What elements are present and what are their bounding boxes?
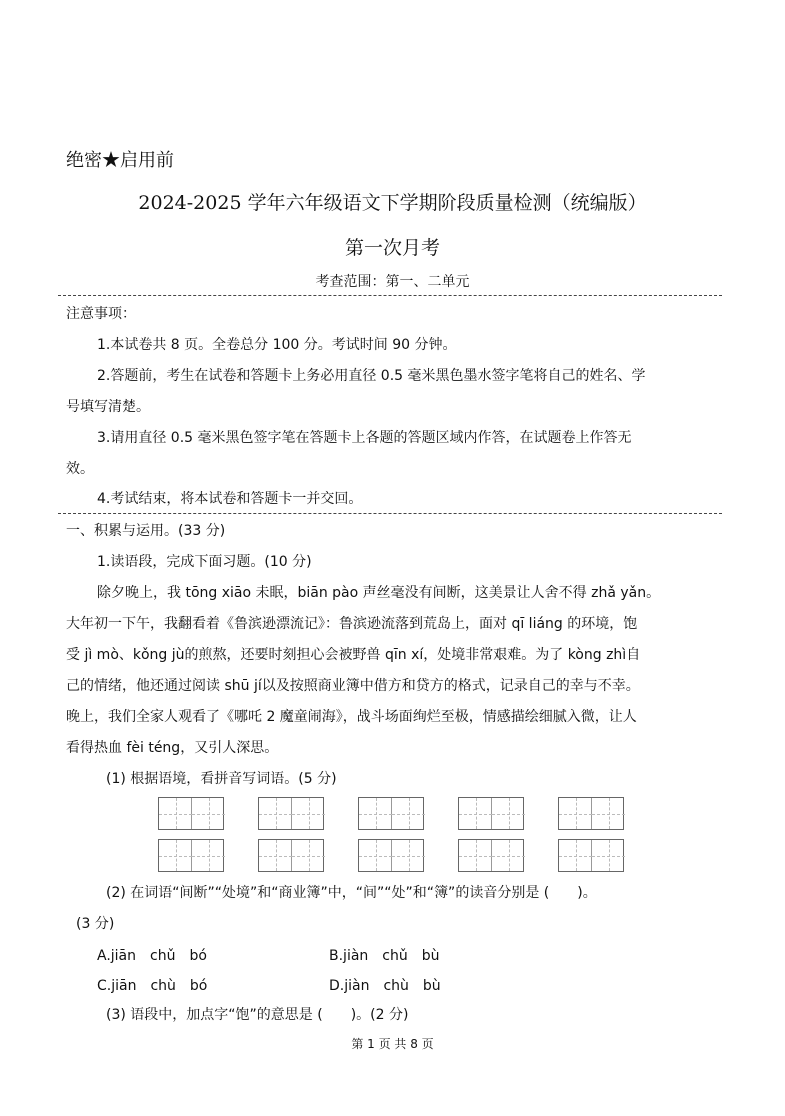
passage-line-1: 除夕晚上，我 tōng xiāo 未眠，biān pào 声丝毫没有间断，这美景让人舍不得 zhǎ yǎn。 (97, 585, 661, 601)
answer-box[interactable] (358, 839, 424, 872)
passage-line-5: 晚上，我们全家人观看了《哪吒 2 魔童闹海》，战斗场面绚烂至极，情感描绘细腻入微，让人 (66, 709, 637, 725)
answer-box[interactable] (258, 839, 324, 872)
notice-item-1: 1.本试卷共 8 页。全卷总分 100 分。考试时间 90 分钟。 (97, 337, 457, 353)
notice-item-3b: 效。 (66, 461, 94, 477)
sub-question-3: (3) 语段中，加点字“饱”的意思是 ( )。(2 分) (106, 1007, 409, 1023)
question-1: 1.读语段，完成下面习题。(10 分) (97, 554, 312, 570)
divider-top (58, 295, 722, 296)
sub-question-2b: (3 分) (76, 916, 115, 932)
passage-line-4: 己的情绪，他还通过阅读 shū jí以及按照商业簿中借方和贷方的格式，记录自己的幸与不幸。 (66, 678, 640, 694)
option-d[interactable]: D.jiàn chù bù (329, 978, 441, 994)
option-a[interactable]: A.jiān chǔ bó (97, 948, 207, 964)
answer-box[interactable] (558, 797, 624, 830)
answer-box[interactable] (558, 839, 624, 872)
sub-question-2a: (2) 在词语“间断”“处境”和“商业簿”中，“间”“处”和“簿”的读音分别是 ( )。 (106, 885, 597, 901)
passage-line-2: 大年初一下午，我翻看着《鲁滨逊漂流记》：鲁滨逊流落到荒岛上，面对 qī liáng 的环境，饱 (66, 616, 638, 632)
answer-box[interactable] (158, 839, 224, 872)
option-b[interactable]: B.jiàn chǔ bù (329, 948, 440, 964)
answer-box[interactable] (458, 839, 524, 872)
section-heading: 一、积累与运用。(33 分) (66, 523, 226, 539)
page-footer: 第 1 页 共 8 页 (351, 1037, 434, 1051)
divider-mid (58, 513, 722, 514)
exam-subtitle: 第一次月考 (344, 237, 440, 259)
notice-item-2a: 2.答题前，考生在试卷和答题卡上务必用直径 0.5 毫米黑色墨水签字笔将自己的姓名、学 (97, 368, 646, 384)
option-c[interactable]: C.jiān chù bó (97, 978, 208, 994)
notice-item-3a: 3.请用直径 0.5 毫米黑色签字笔在答题卡上各题的答题区域内作答，在试题卷上作答无 (97, 430, 632, 446)
answer-box[interactable] (158, 797, 224, 830)
notice-item-2b: 号填写清楚。 (66, 399, 150, 415)
exam-scope: 考查范围：第一、二单元 (315, 274, 470, 290)
passage-line-6: 看得热血 fèi téng，又引人深思。 (66, 740, 279, 756)
passage-line-3: 受 jì mò、kǒng jù的煎熬，还要时刻担心会被野兽 qīn xí，处境非常艰难。为了 kòng zhì自 (66, 647, 641, 663)
notice-heading: 注意事项： (66, 306, 136, 322)
answer-box[interactable] (458, 797, 524, 830)
notice-item-4: 4.考试结束，将本试卷和答题卡一并交回。 (97, 491, 363, 507)
answer-box[interactable] (358, 797, 424, 830)
exam-title: 2024-2025 学年六年级语文下学期阶段质量检测（统编版） (138, 192, 647, 214)
sub-question-1: (1) 根据语境，看拼音写词语。(5 分) (106, 771, 337, 787)
secret-label: 绝密★启用前 (66, 150, 174, 171)
answer-box[interactable] (258, 797, 324, 830)
